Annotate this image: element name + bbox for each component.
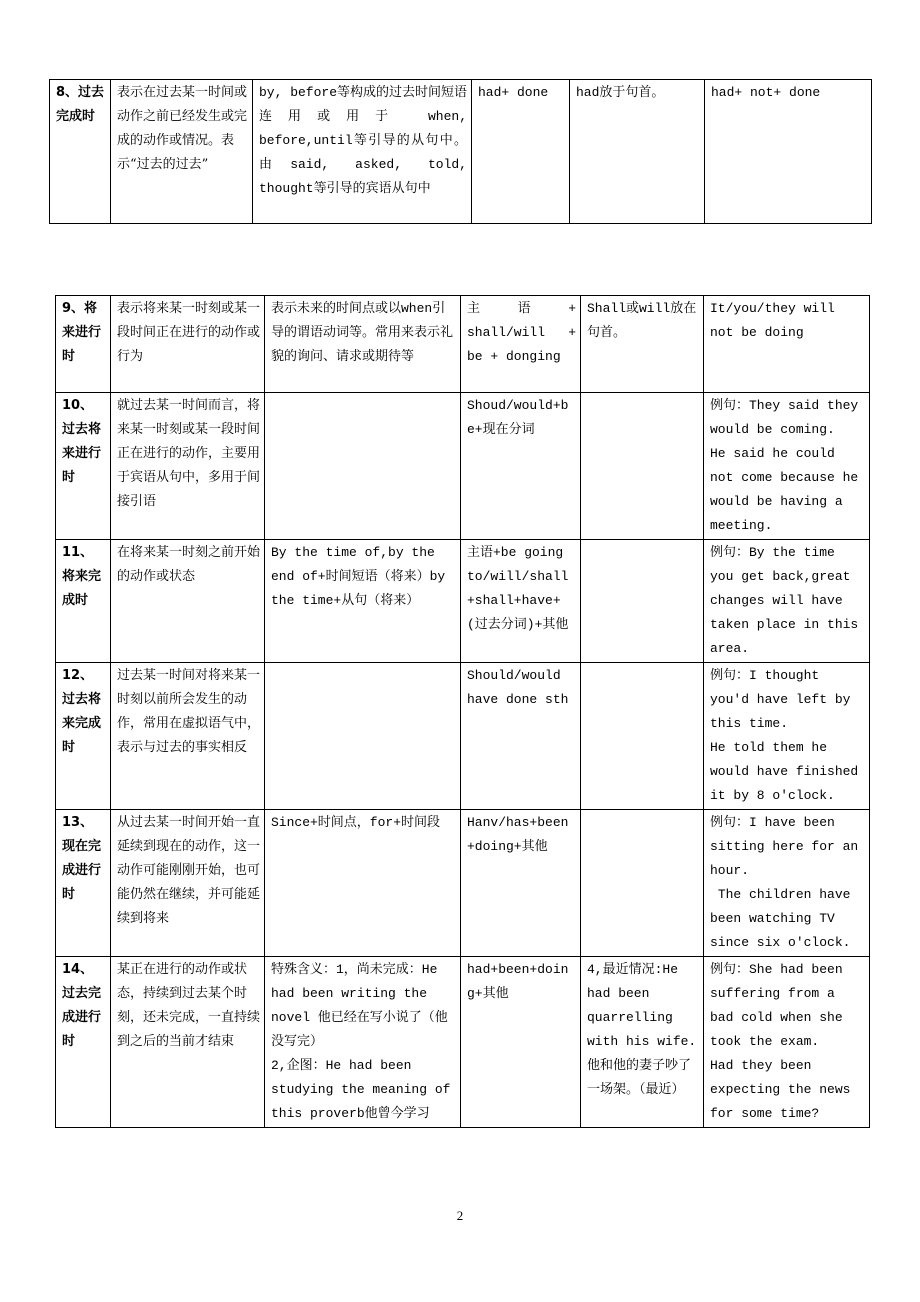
- tense-name-cell: 9、将来进行时: [56, 296, 111, 393]
- usage-cell: [265, 393, 461, 540]
- tense-table-top: [49, 79, 872, 224]
- structure-cell: had+been+doing+其他: [461, 957, 581, 1128]
- definition-cell: 某正在进行的动作或状态，持续到过去某个时刻，还未完成，一直持续到之后的当前才结束: [111, 957, 265, 1128]
- question-cell: [581, 393, 704, 540]
- usage-cell: Since+时间点，for+时间段: [265, 810, 461, 957]
- example-line: He told them he would have finished it by 8 o'clock.: [710, 740, 859, 803]
- example-line: 例句：I have been sitting here for an hour.: [710, 815, 859, 878]
- definition-cell: 表示在过去某一时间或动作之前已经发生或完成的动作或情况。表示“过去的过去”: [111, 80, 253, 224]
- tense-table-top-body: [50, 80, 872, 224]
- usage-cell: 特殊含义：1，尚未完成：He had been writing the novel 他已经在写小说了（他没写完） 2,企图：He had been studying the meaning of this proverb他曾今学习: [265, 957, 461, 1128]
- table-row: [56, 296, 870, 393]
- tense-name-cell: 8、过去完成时: [50, 80, 111, 224]
- example-cell: [704, 810, 870, 957]
- usage-cell: [265, 663, 461, 810]
- question-cell: Shall或will放在句首。: [581, 296, 704, 393]
- table-row: [50, 80, 872, 224]
- example-line: 例句：She had been suffering from a bad cold when she took the exam.: [710, 962, 843, 1049]
- definition-cell: 过去某一时间对将来某一时刻以前所会发生的动作，常用在虚拟语气中，表示与过去的事实相反: [111, 663, 265, 810]
- question-cell: [581, 810, 704, 957]
- example-line: He said he could not come because he would be having a meeting.: [710, 446, 859, 533]
- usage-cell: by, before等构成的过去时间短语连用或用于 when, before,until等引导的从句中。由said, asked, told, thought等引导的宾语从句中: [253, 80, 472, 224]
- structure-cell: 主语+be going to/will/shall+shall+have+(过去分词)+其他: [461, 540, 581, 663]
- structure-cell: Hanv/has+been+doing+其他: [461, 810, 581, 957]
- negative-cell: had+ not+ done: [705, 80, 872, 224]
- page-number: 2: [456, 1208, 464, 1223]
- tense-name-cell: 14、过去完成进行时: [56, 957, 111, 1128]
- tense-table-bottom: [55, 295, 870, 1128]
- example-line: It/you/they will not be doing: [710, 301, 835, 340]
- example-line: The children have been watching TV since six o'clock.: [710, 887, 859, 950]
- example-cell: [704, 393, 870, 540]
- question-cell: 4,最近情况:He had been quarrelling with his wife.他和他的妻子吵了一场架。（最近）: [581, 957, 704, 1128]
- question-cell: [581, 540, 704, 663]
- table-row: [56, 663, 870, 810]
- example-line: 例句：They said they would be coming.: [710, 398, 859, 437]
- table-row: [56, 957, 870, 1128]
- example-cell: [704, 540, 870, 663]
- tense-name-cell: 12、过去将来完成时: [56, 663, 111, 810]
- tense-name-cell: 11、将来完成时: [56, 540, 111, 663]
- example-cell: [704, 957, 870, 1128]
- table-row: [56, 393, 870, 540]
- question-cell: [581, 663, 704, 810]
- example-line: 例句：By the time you get back,great changes will have taken place in this area.: [710, 545, 859, 656]
- tense-name-cell: 13、现在完成进行时: [56, 810, 111, 957]
- structure-cell: Shoud/would+be+现在分词: [461, 393, 581, 540]
- tense-table-bottom-body: [56, 296, 870, 1128]
- usage-cell: 表示未来的时间点或以when引导的谓语动词等。常用来表示礼貌的询问、请求或期待等: [265, 296, 461, 393]
- structure-cell: Should/would have done sth: [461, 663, 581, 810]
- usage-cell: By the time of,by the end of+时间短语（将来）by the time+从句（将来）: [265, 540, 461, 663]
- example-line: Had they been expecting the news for some time?: [710, 1058, 851, 1121]
- structure-cell: had+ done: [472, 80, 570, 224]
- example-line: 例句：I thought you'd have left by this time.: [710, 668, 851, 731]
- definition-cell: 表示将来某一时刻或某一段时间正在进行的动作或行为: [111, 296, 265, 393]
- definition-cell: 从过去某一时间开始一直延续到现在的动作，这一动作可能刚刚开始，也可能仍然在继续，并可能延续到将来: [111, 810, 265, 957]
- example-cell: [704, 663, 870, 810]
- structure-cell: 主 语 + shall/will + be + donging: [461, 296, 581, 393]
- definition-cell: 就过去某一时间而言，将来某一时刻或某一段时间正在进行的动作，主要用于宾语从句中，多用于间接引语: [111, 393, 265, 540]
- question-cell: had放于句首。: [570, 80, 705, 224]
- example-cell: [704, 296, 870, 393]
- table-row: [56, 810, 870, 957]
- table-row: [56, 540, 870, 663]
- definition-cell: 在将来某一时刻之前开始的动作或状态: [111, 540, 265, 663]
- tense-name-cell: 10、过去将来进行时: [56, 393, 111, 540]
